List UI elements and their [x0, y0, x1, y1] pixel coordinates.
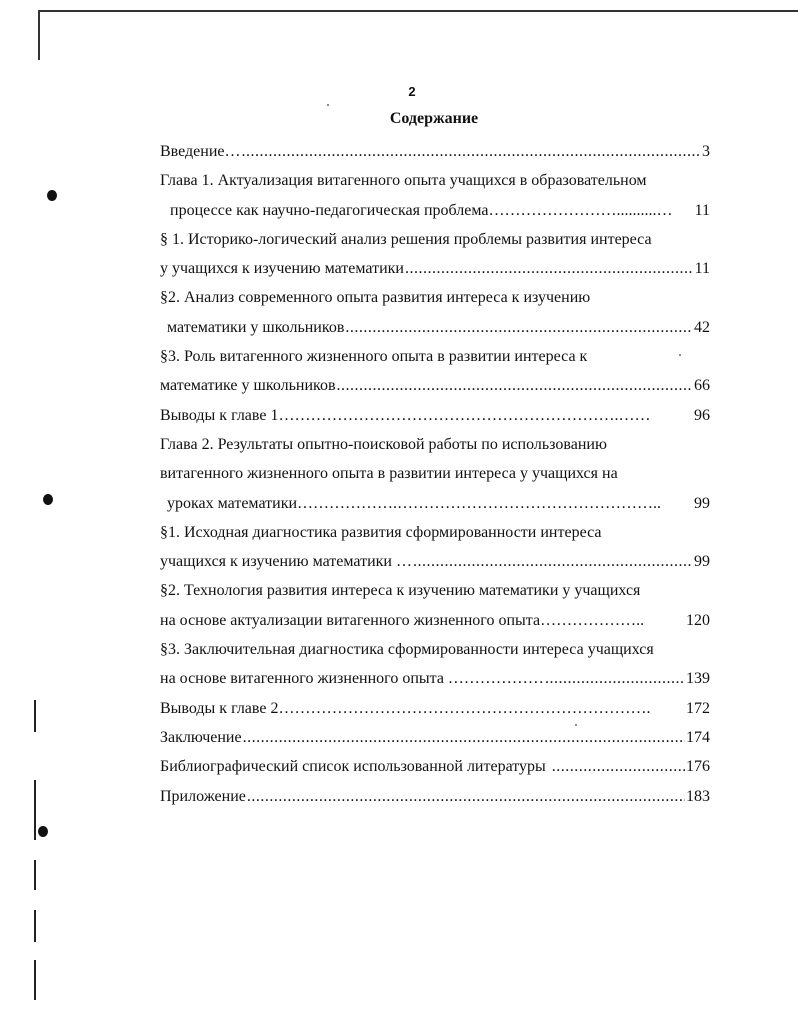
toc-entry-text: учащихся к изучению математики …: [160, 553, 412, 571]
dot-leader: [405, 254, 694, 283]
toc-entry-text: Выводы к главе 2…………………………………………………………….: [160, 699, 651, 717]
toc-entry-text: Библиографический список использованной литературы: [160, 758, 546, 776]
dot-leader: [243, 723, 685, 752]
toc-entry-text: витагенного жизненного опыта в развитии интереса у учащихся на: [160, 465, 618, 483]
punch-hole-icon: [43, 494, 53, 505]
toc-entry: [160, 576, 710, 605]
toc-page-number: 96: [694, 406, 710, 424]
toc-page-number: 172: [686, 699, 710, 717]
scan-edge-mark: [34, 910, 36, 942]
dot-leader: [552, 752, 685, 781]
dot-leader: [337, 371, 693, 400]
scan-edge-mark: [34, 780, 36, 840]
toc-page-number: 183: [686, 787, 710, 805]
toc-entry: [160, 459, 710, 488]
toc-entry-text: §3. Роль витагенного жизненного опыта в развитии интереса к: [160, 348, 588, 366]
toc-entry: [160, 547, 710, 576]
toc-page-number: 99: [694, 553, 710, 571]
toc-entry-text: § 1. Историко-логический анализ решения проблемы развития интереса: [160, 230, 652, 248]
toc-page-number: 11: [694, 201, 710, 219]
toc-entry: [160, 283, 710, 312]
toc-entry: [160, 254, 710, 283]
scan-border-left: [38, 10, 40, 60]
dot-leader: [345, 313, 693, 342]
toc-entry-text: на основе витагенного жизненного опыта ………………: [160, 670, 544, 688]
page-title: Содержание: [389, 110, 479, 127]
dot-leader: [242, 137, 702, 166]
toc-entry-text: Введение…: [160, 143, 241, 160]
toc-page-number: 11: [694, 260, 710, 278]
punch-hole-icon: [38, 826, 48, 837]
scan-edge-mark: [34, 860, 36, 890]
toc-page-number: 66: [694, 377, 710, 395]
toc-entry-text: §3. Заключительная диагностика сформированности интереса учащихся: [160, 641, 654, 659]
toc-entry: [160, 489, 710, 518]
scan-edge-mark: [34, 960, 36, 1000]
punch-hole-icon: [47, 190, 57, 201]
toc-page-number: 174: [686, 728, 710, 746]
toc-entry-text: Глава 2. Результаты опытно-поисковой работы по использованию: [160, 435, 607, 453]
toc-entry-text: Глава 1. Актуализация витагенного опыта учащихся в образовательном: [160, 172, 647, 190]
toc-page-number: 3: [702, 143, 710, 160]
toc-entry: [160, 313, 710, 342]
toc-entry: [160, 635, 710, 664]
toc-entry: [160, 782, 710, 811]
toc-entry-text: Выводы к главе 1……………………………………………………….……: [160, 406, 651, 424]
toc-entry-text: Заключение: [160, 728, 242, 746]
toc-entry-text: §2. Анализ современного опыта развития интереса к изучению: [160, 289, 591, 307]
toc-entry-text: у учащихся к изучению математики: [160, 260, 404, 278]
toc-entry: [160, 752, 710, 781]
toc-entry-text: уроках математики……………….…………………………………………..: [167, 494, 662, 512]
toc-page-number: 99: [694, 494, 710, 512]
toc-entry: [160, 342, 710, 371]
toc-entry-text: §2. Технология развития интереса к изучению математики у учащихся: [160, 582, 641, 600]
toc-entry-text: на основе актуализации витагенного жизненного опыта………………..: [160, 611, 645, 629]
toc-entry: [160, 137, 710, 166]
toc-page-number: 120: [686, 611, 710, 629]
toc-page-number: 42: [694, 318, 710, 336]
page-number: 2: [408, 84, 416, 99]
toc-entry-text: Приложение: [160, 787, 246, 805]
toc-entry: [160, 606, 710, 635]
toc-entry-text: математики у школьников: [167, 318, 345, 336]
dot-leader: [247, 782, 685, 811]
dot-leader: [413, 547, 693, 576]
toc-entry: [160, 371, 710, 400]
speck: [327, 104, 329, 106]
table-of-contents: [160, 137, 710, 811]
toc-entry: [160, 196, 710, 225]
toc-entry: [160, 723, 710, 752]
scan-edge-mark: [34, 700, 36, 732]
dot-leader: [545, 664, 685, 693]
toc-entry: [160, 694, 710, 723]
toc-entry: [160, 430, 710, 459]
toc-entry: [160, 225, 710, 254]
toc-entry: [160, 401, 710, 430]
toc-page-number: 139: [686, 670, 710, 688]
scan-border-top: [38, 10, 798, 12]
toc-entry-text: процессе как научно-педагогическая проблема……………………..........…: [170, 201, 673, 219]
toc-entry-text: §1. Исходная диагностика развития сформированности интереса: [160, 523, 602, 541]
toc-page-number: 176: [686, 758, 710, 776]
toc-entry-text: математике у школьников: [160, 377, 336, 395]
toc-entry: [160, 166, 710, 195]
toc-entry: [160, 518, 710, 547]
toc-entry: [160, 664, 710, 693]
